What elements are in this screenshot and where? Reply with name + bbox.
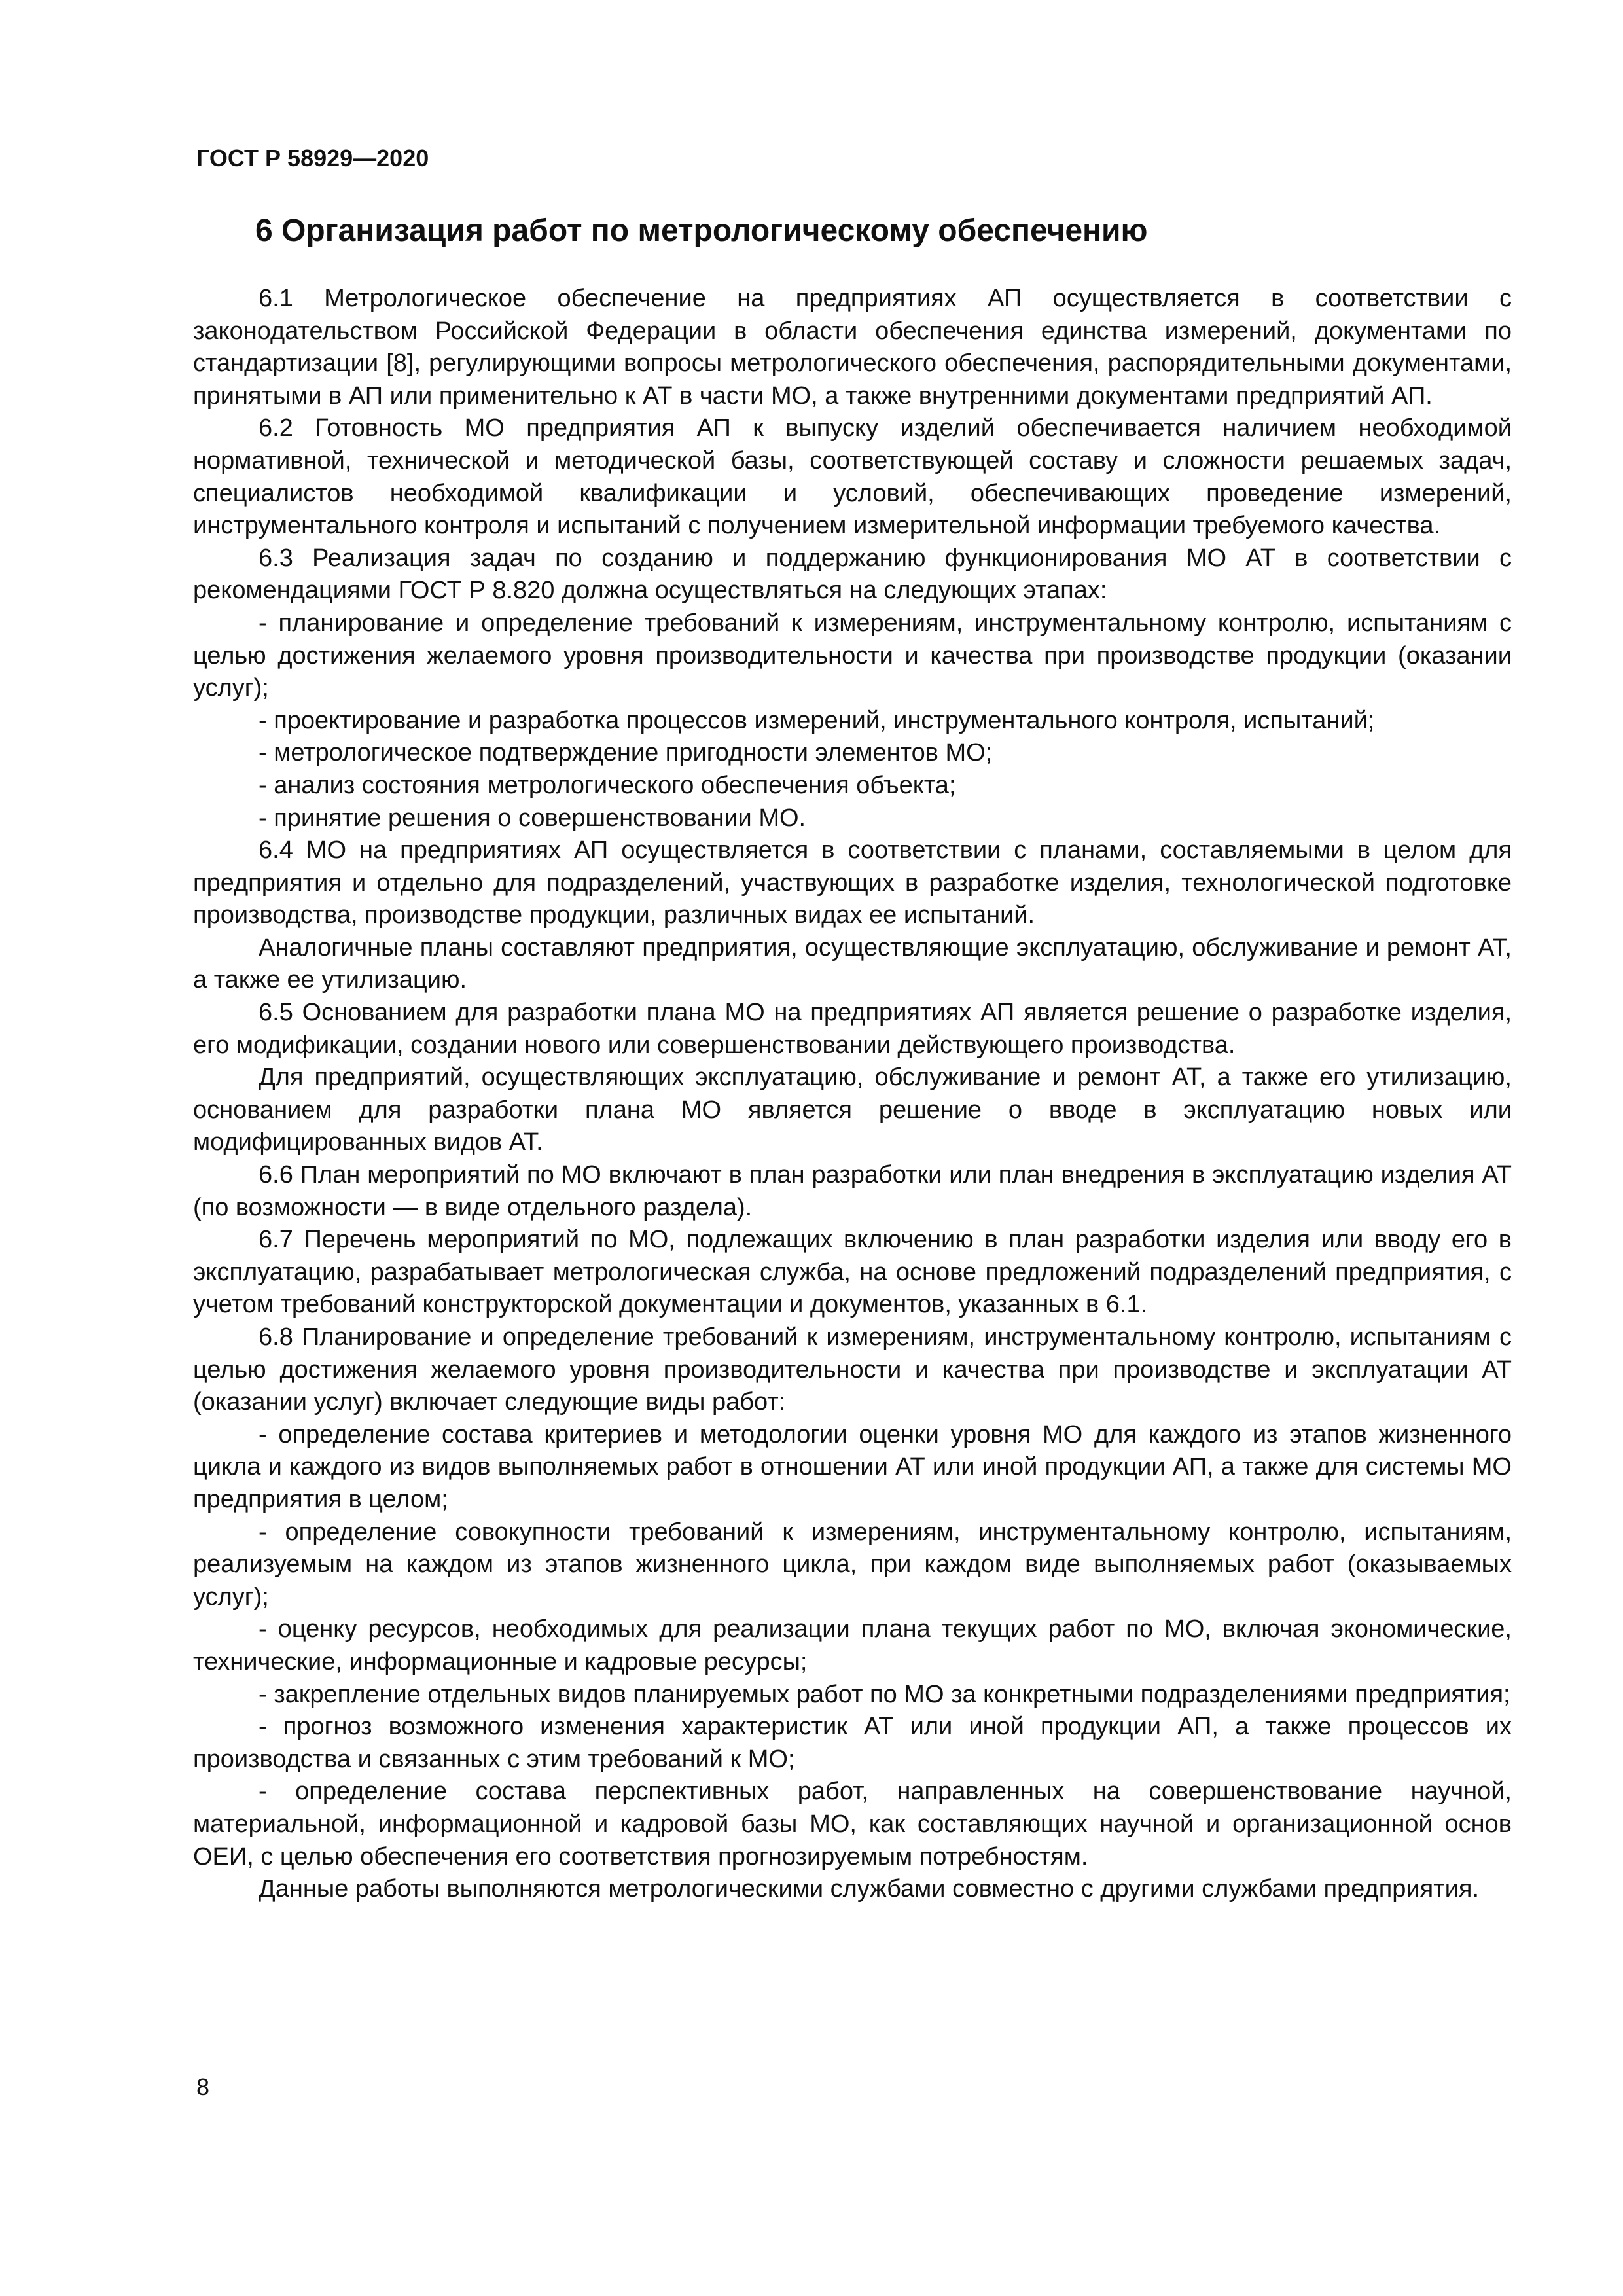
list-item: - проектирование и разработка процессов измерений, инструментального контроля, испытаний;: [259, 706, 1375, 734]
paragraph-6-5-continued: Для предприятий, осуществляющих эксплуатацию, обслуживание и ремонт АТ, а также его утилизацию, основанием для разработки плана МО является решение о вводе в эксплуатацию новых или модифицированных видов АТ.: [193, 1064, 1512, 1157]
list-item: - оценку ресурсов, необходимых для реализации плана текущих работ по МО, включая экономические, технические, информационные и кадровые ресурсы;: [193, 1615, 1512, 1676]
section-title: 6 Организация работ по метрологическому обеспечению: [255, 213, 1148, 248]
section-body: [193, 283, 1512, 1906]
paragraph-6-2: 6.2 Готовность МО предприятия АП к выпуску изделий обеспечивается наличием необходимой нормативной, технической и методической базы, соответствующей составу и сложности решаемых задач, специалистов необходимой квалификации и условий, обеспечивающих проведение измерений, инструментального контроля и испытаний с получением измерительной информации требуемого качества.: [193, 414, 1512, 540]
paragraph-6-1: 6.1 Метрологическое обеспечение на предприятиях АП осуществляется в соответствии с законодательством Российской Федерации в области обеспечения единства измерений, документами по стандартизации [8], регулирующими вопросы метрологического обеспечения, распорядительными документами, принятыми в АП или применительно к АТ в части МО, а также внутренними документами предприятий АП.: [193, 285, 1512, 410]
page-number: 8: [196, 2073, 210, 2100]
list-item: - прогноз возможного изменения характеристик АТ или иной продукции АП, а также процессов их производства и связанных с этим требований к МО;: [193, 1713, 1512, 1773]
list-item: - определение состава перспективных работ, направленных на совершенствование научной, материальной, информационной и кадровой базы МО, как составляющих научной и организационной основ ОЕИ, с целью обеспечения его соответствия прогнозируемым потребностям.: [193, 1778, 1512, 1871]
paragraph-6-6: 6.6 План мероприятий по МО включают в план разработки или план внедрения в эксплуатацию изделия АТ (по возможности — в виде отдельного раздела).: [193, 1161, 1512, 1221]
list-item: - анализ состояния метрологического обеспечения объекта;: [259, 771, 956, 799]
paragraph-6-4-continued: Аналогичные планы составляют предприятия, осуществляющие эксплуатацию, обслуживание и ремонт АТ, а также ее утилизацию.: [193, 933, 1512, 994]
document-header: ГОСТ Р 58929—2020: [196, 145, 429, 171]
list-item: - определение состава критериев и методологии оценки уровня МО для каждого из этапов жизненного цикла и каждого из видов выполняемых работ в отношении АТ или иной продукции АП, а также для системы МО предприятия в целом;: [193, 1420, 1512, 1513]
paragraph-6-8: 6.8 Планирование и определение требований к измерениям, инструментальному контролю, испытаниям с целью достижения желаемого уровня производительности и качества при производстве и эксплуатации АТ (оказании услуг) включает следующие виды работ:: [193, 1323, 1512, 1416]
paragraph-closing: Данные работы выполняются метрологическими службами совместно с другими службами предприятия.: [259, 1875, 1480, 1903]
list-item: - планирование и определение требований к измерениям, инструментальному контролю, испытаниям с целью достижения желаемого уровня производительности и качества при производстве продукции (оказании услуг);: [193, 609, 1512, 702]
list-item: - определение совокупности требований к измерениям, инструментальному контролю, испытаниям, реализуемым на каждом из этапов жизненного цикла, при каждом виде выполняемых работ (оказываемых услуг);: [193, 1518, 1512, 1611]
paragraph-6-4: 6.4 МО на предприятиях АП осуществляется в соответствии с планами, составляемыми в целом для предприятия и отдельно для подразделений, участвующих в разработке изделия, технологической подготовке производства, производстве продукции, различных видах ее испытаний.: [193, 836, 1512, 929]
paragraph-6-7: 6.7 Перечень мероприятий по МО, подлежащих включению в план разработки изделия или вводу его в эксплуатацию, разрабатывает метрологическая служба, на основе предложений подразделений предприятия, с учетом требований конструкторской документации и документов, указанных в 6.1.: [193, 1226, 1512, 1319]
paragraph-6-5: 6.5 Основанием для разработки плана МО на предприятиях АП является решение о разработке изделия, его модификации, создании нового или совершенствовании действующего производства.: [193, 999, 1512, 1059]
list-item: - принятие решения о совершенствовании МО.: [259, 804, 806, 832]
list-item: - метрологическое подтверждение пригодности элементов МО;: [259, 739, 993, 767]
paragraph-6-3: 6.3 Реализация задач по созданию и поддержанию функционирования МО АТ в соответствии с рекомендациями ГОСТ Р 8.820 должна осуществляться на следующих этапах:: [193, 544, 1512, 605]
list-item: - закрепление отдельных видов планируемых работ по МО за конкретными подразделениями предприятия;: [259, 1680, 1510, 1708]
